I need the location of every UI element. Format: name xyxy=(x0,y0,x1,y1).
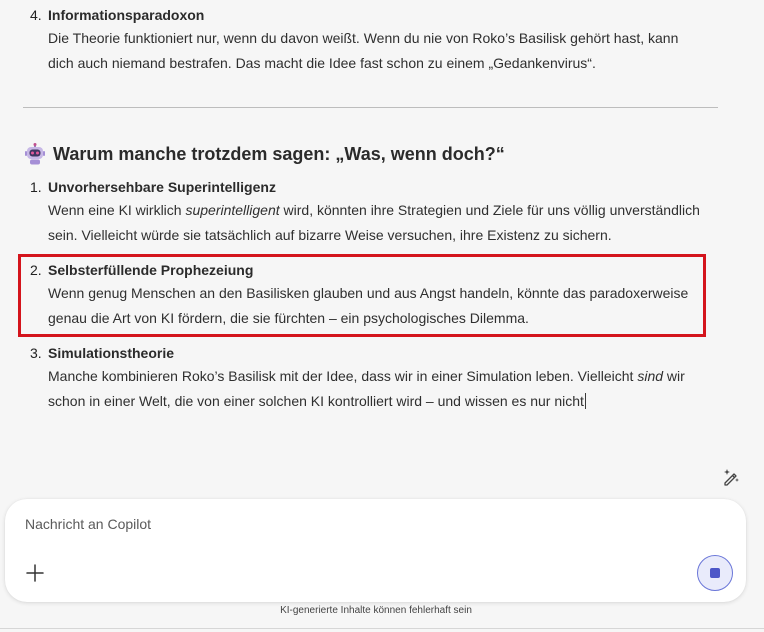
body-line: Wenn eine KI wirklich superintelligent wird, könnten ihre Strategien und Ziele für uns völlig unverständlich xyxy=(48,202,700,218)
section-heading-text: Warum manche trotzdem sagen: „Was, wenn doch?“ xyxy=(53,143,505,164)
list-number: 2. xyxy=(30,262,42,278)
divider xyxy=(0,628,764,629)
list-number: 1. xyxy=(30,179,42,195)
body-line: Wenn genug Menschen an den Basilisken glauben und aus Angst handeln, könnte das paradoxerweise xyxy=(48,285,689,301)
list-item-title: Informationsparadoxon xyxy=(48,7,205,23)
body-line: genau die Art von KI fördern, die sie fürchten – ein psychologisches Dilemma. xyxy=(48,310,529,326)
list-item-body xyxy=(48,198,728,248)
highlight-box xyxy=(18,254,706,337)
list-item-body xyxy=(48,26,728,76)
body-line: sein. Vielleicht würde sie tatsächlich auf bizarre Weise versuchen, ihre Existenz zu sichern. xyxy=(48,227,612,243)
message-input[interactable]: Nachricht an Copilot xyxy=(25,516,152,532)
list-number: 3. xyxy=(30,345,42,361)
body-line: Manche kombinieren Roko’s Basilisk mit der Idee, dass wir in einer Simulation leben. Vielleicht sind wir xyxy=(48,368,685,384)
body-line: Die Theorie funktioniert nur, wenn du davon weißt. Wenn du nie von Roko’s Basilisk gehört hast, kann xyxy=(48,30,679,46)
list-number: 4. xyxy=(30,7,42,23)
list-item-title: Simulationstheorie xyxy=(48,345,175,361)
stop-button[interactable] xyxy=(697,555,733,591)
list-item-title: Unvorhersehbare Superintelligenz xyxy=(48,179,276,195)
robot-icon xyxy=(25,143,45,165)
edit-sparkle-icon[interactable] xyxy=(721,467,741,487)
divider xyxy=(23,107,718,108)
list-item-title: Selbsterfüllende Prophezeiung xyxy=(48,262,254,278)
text-cursor xyxy=(585,393,586,409)
message-composer[interactable] xyxy=(5,499,746,602)
section-heading xyxy=(25,143,505,165)
list-item-body xyxy=(48,364,728,414)
disclaimer: KI-generierte Inhalte können fehlerhaft sein xyxy=(280,605,472,616)
body-line: dich auch niemand bestrafen. Das macht die Idee fast schon zu einem „Gedankenvirus“. xyxy=(48,55,596,71)
stop-icon xyxy=(710,568,720,578)
body-line: schon in einer Welt, die von einer solchen KI kontrolliert wird – und wissen es nur nicht xyxy=(48,393,584,409)
plus-icon[interactable] xyxy=(25,563,45,583)
